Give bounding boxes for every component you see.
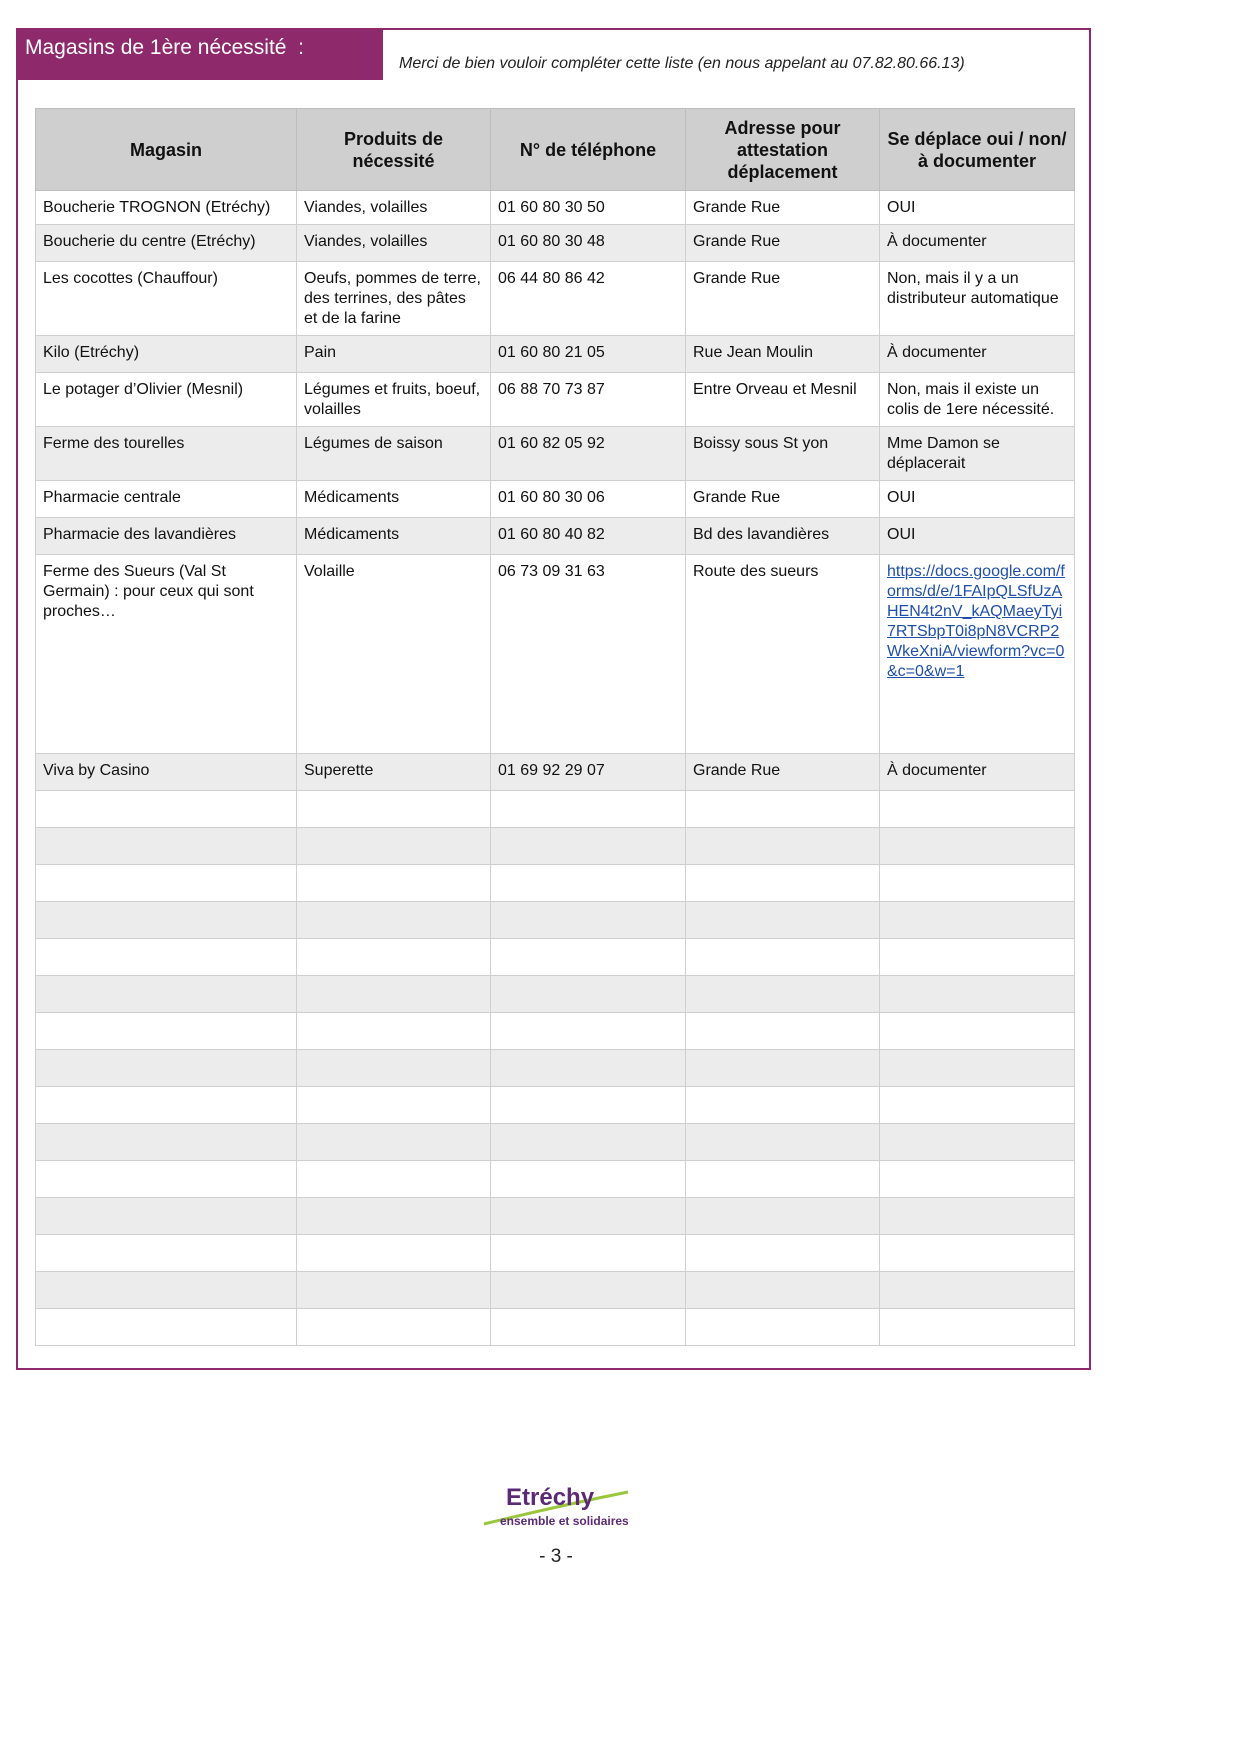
cell-address: Grande Rue [686,225,880,262]
empty-cell[interactable] [297,976,491,1013]
empty-cell[interactable] [686,1235,880,1272]
cell-shop: Les cocottes (Chauffour) [36,262,297,336]
cell-delivery [880,555,1075,754]
cell-phone: 01 69 92 29 07 [491,754,686,791]
empty-cell[interactable] [686,865,880,902]
cell-delivery: Non, mais il existe un colis de 1ere nécessité. [880,373,1075,427]
empty-cell[interactable] [880,1013,1075,1050]
empty-table-row [36,1309,1075,1346]
empty-cell[interactable] [36,1198,297,1235]
cell-phone: 01 60 80 21 05 [491,336,686,373]
cell-products: Médicaments [297,518,491,555]
empty-cell[interactable] [491,1272,686,1309]
empty-cell[interactable] [36,865,297,902]
empty-cell[interactable] [686,1309,880,1346]
cell-phone: 06 88 70 73 87 [491,373,686,427]
empty-cell[interactable] [297,828,491,865]
cell-products: Viandes, volailles [297,191,491,225]
empty-cell[interactable] [686,902,880,939]
empty-cell[interactable] [491,865,686,902]
empty-table-row [36,791,1075,828]
empty-cell[interactable] [297,1272,491,1309]
cell-shop: Kilo (Etréchy) [36,336,297,373]
table-row [36,373,1075,427]
cell-delivery: OUI [880,481,1075,518]
empty-cell[interactable] [686,976,880,1013]
empty-table-row [36,902,1075,939]
empty-cell[interactable] [880,1050,1075,1087]
empty-cell[interactable] [686,1198,880,1235]
cell-phone: 01 60 80 30 06 [491,481,686,518]
empty-cell[interactable] [36,1124,297,1161]
empty-cell[interactable] [297,1309,491,1346]
empty-cell[interactable] [880,1124,1075,1161]
empty-table-row [36,865,1075,902]
empty-cell[interactable] [36,1272,297,1309]
empty-cell[interactable] [491,828,686,865]
shops-table [35,108,1075,1346]
empty-cell[interactable] [297,791,491,828]
empty-table-row [36,1050,1075,1087]
column-header-address: Adresse pour attestation déplacement [686,109,880,191]
empty-cell[interactable] [36,902,297,939]
table-row [36,191,1075,225]
empty-cell[interactable] [491,1235,686,1272]
empty-cell[interactable] [297,865,491,902]
empty-cell[interactable] [491,1124,686,1161]
cell-products: Légumes de saison [297,427,491,481]
empty-cell[interactable] [686,1124,880,1161]
empty-table-row [36,1124,1075,1161]
empty-cell[interactable] [491,1013,686,1050]
empty-cell[interactable] [297,939,491,976]
cell-phone: 01 60 82 05 92 [491,427,686,481]
cell-delivery: Mme Damon se déplacerait [880,427,1075,481]
cell-shop: Pharmacie des lavandières [36,518,297,555]
empty-cell[interactable] [686,1013,880,1050]
empty-cell[interactable] [36,939,297,976]
cell-phone: 01 60 80 40 82 [491,518,686,555]
table-header-row [36,109,1075,191]
page-number: - 3 - [539,1546,573,1567]
cell-address: Bd des lavandières [686,518,880,555]
table-row [36,225,1075,262]
empty-cell[interactable] [491,1050,686,1087]
cell-products: Viandes, volailles [297,225,491,262]
cell-shop: Ferme des Sueurs (Val St Germain) : pour ceux qui sont proches… [36,555,297,754]
instructions-text: Merci de bien vouloir compléter cette liste (en nous appelant au 07.82.80.66.13) [399,55,965,72]
cell-delivery: À documenter [880,754,1075,791]
cell-shop: Pharmacie centrale [36,481,297,518]
table-row [36,481,1075,518]
table-row [36,262,1075,336]
empty-cell[interactable] [36,1013,297,1050]
cell-delivery: À documenter [880,336,1075,373]
empty-table-row [36,1087,1075,1124]
empty-cell[interactable] [880,1198,1075,1235]
empty-cell[interactable] [36,1087,297,1124]
empty-cell[interactable] [36,1309,297,1346]
empty-cell[interactable] [880,828,1075,865]
cell-address: Grande Rue [686,191,880,225]
empty-cell[interactable] [880,1087,1075,1124]
cell-shop: Boucherie du centre (Etréchy) [36,225,297,262]
empty-cell[interactable] [297,1087,491,1124]
cell-phone: 01 60 80 30 48 [491,225,686,262]
cell-address: Boissy sous St yon [686,427,880,481]
empty-cell[interactable] [491,791,686,828]
empty-cell[interactable] [297,1198,491,1235]
empty-cell[interactable] [491,976,686,1013]
empty-table-row [36,1272,1075,1309]
cell-delivery: À documenter [880,225,1075,262]
empty-cell[interactable] [491,1161,686,1198]
table-row [36,555,1075,754]
empty-cell[interactable] [880,1309,1075,1346]
empty-cell[interactable] [36,828,297,865]
cell-phone: 01 60 80 30 50 [491,191,686,225]
cell-products: Superette [297,754,491,791]
table-row [36,518,1075,555]
cell-address: Route des sueurs [686,555,880,754]
cell-products: Pain [297,336,491,373]
cell-products: Oeufs, pommes de terre, des terrines, des pâtes et de la farine [297,262,491,336]
empty-cell[interactable] [880,1235,1075,1272]
form-link[interactable]: https://docs.google.com/forms/d/e/1FAIpQLSfUzAHEN4t2nV_kAQMaeyTyi7RTSbpT0i8pN8VCRP2WkeXniA/viewform?vc=0&c=0&w=1 [887,563,1065,680]
empty-cell[interactable] [880,865,1075,902]
empty-table-row [36,1161,1075,1198]
cell-delivery: OUI [880,191,1075,225]
empty-cell[interactable] [686,939,880,976]
empty-cell[interactable] [36,976,297,1013]
cell-delivery: OUI [880,518,1075,555]
table-row [36,427,1075,481]
empty-table-row [36,939,1075,976]
empty-cell[interactable] [297,1161,491,1198]
empty-cell[interactable] [297,1124,491,1161]
cell-delivery: Non, mais il y a un distributeur automatique [880,262,1075,336]
cell-address: Entre Orveau et Mesnil [686,373,880,427]
empty-cell[interactable] [686,1087,880,1124]
empty-cell[interactable] [36,1235,297,1272]
empty-table-row [36,976,1075,1013]
empty-cell[interactable] [880,791,1075,828]
empty-cell[interactable] [880,976,1075,1013]
empty-table-row [36,1235,1075,1272]
empty-cell[interactable] [880,1161,1075,1198]
cell-products: Légumes et fruits, boeuf, volailles [297,373,491,427]
cell-products: Volaille [297,555,491,754]
column-header-delivery: Se déplace oui / non/ à documenter [880,109,1075,191]
cell-address: Rue Jean Moulin [686,336,880,373]
cell-shop: Ferme des tourelles [36,427,297,481]
table-row [36,754,1075,791]
empty-cell[interactable] [880,1272,1075,1309]
cell-address: Grande Rue [686,754,880,791]
cell-address: Grande Rue [686,481,880,518]
logo-subtitle: ensemble et solidaires [500,1514,629,1528]
empty-table-row [36,1198,1075,1235]
column-header-phone: N° de téléphone [491,109,686,191]
empty-cell[interactable] [491,1198,686,1235]
empty-cell[interactable] [491,939,686,976]
empty-cell[interactable] [297,1235,491,1272]
cell-phone: 06 44 80 86 42 [491,262,686,336]
etrechy-logo [478,1484,638,1534]
empty-cell[interactable] [686,1272,880,1309]
empty-cell[interactable] [36,791,297,828]
empty-table-row [36,828,1075,865]
empty-cell[interactable] [880,939,1075,976]
empty-cell[interactable] [297,1013,491,1050]
empty-cell[interactable] [297,902,491,939]
empty-cell[interactable] [686,791,880,828]
table-body [36,191,1075,1346]
empty-cell[interactable] [686,1050,880,1087]
column-header-shop: Magasin [36,109,297,191]
empty-cell[interactable] [491,902,686,939]
empty-cell[interactable] [297,1050,491,1087]
section-title: Magasins de 1ère nécessité : [16,28,383,80]
empty-cell[interactable] [36,1161,297,1198]
empty-cell[interactable] [686,828,880,865]
cell-phone: 06 73 09 31 63 [491,555,686,754]
empty-cell[interactable] [36,1050,297,1087]
empty-cell[interactable] [880,902,1075,939]
empty-cell[interactable] [491,1309,686,1346]
table-row [36,336,1075,373]
column-header-products: Produits de nécessité [297,109,491,191]
cell-shop: Viva by Casino [36,754,297,791]
logo-title: Etréchy [506,1484,595,1511]
cell-shop: Boucherie TROGNON (Etréchy) [36,191,297,225]
cell-address: Grande Rue [686,262,880,336]
empty-table-row [36,1013,1075,1050]
empty-cell[interactable] [491,1087,686,1124]
cell-shop: Le potager d’Olivier (Mesnil) [36,373,297,427]
empty-cell[interactable] [686,1161,880,1198]
cell-products: Médicaments [297,481,491,518]
